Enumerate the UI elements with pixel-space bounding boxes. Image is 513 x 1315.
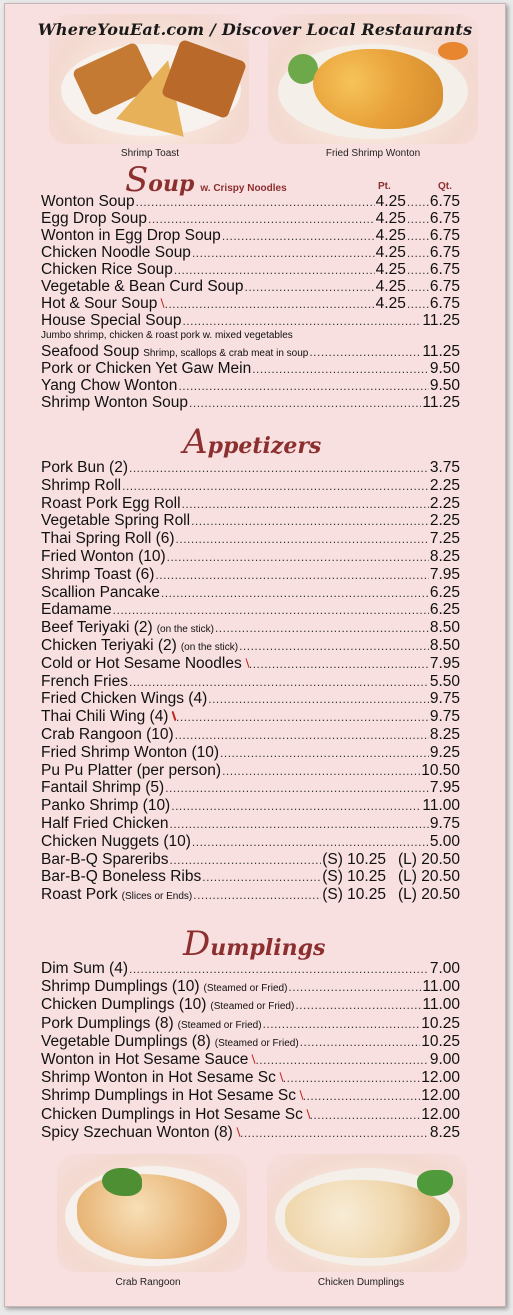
item-name: Beef Teriyaki (2)	[41, 619, 153, 637]
item-note: (on the stick)	[180, 641, 239, 653]
item-name: Hot & Sour Soup	[41, 295, 158, 312]
item-description: Jumbo shrimp, chicken & roast pork w. mixed vegetables	[41, 330, 293, 341]
soup-heading-initial: S	[125, 160, 149, 200]
item-name: Roast Pork	[41, 886, 118, 904]
item-price-small: (S) 10.25	[322, 868, 386, 886]
col-head-pt: Pt.	[378, 181, 391, 192]
menu-item	[41, 978, 460, 996]
menu-card	[4, 3, 506, 1307]
item-price: 8.25	[429, 725, 460, 743]
appetizers-heading	[183, 422, 321, 462]
item-name: Thai Spring Roll (6)	[41, 530, 175, 548]
item-price: 10.25	[421, 1014, 460, 1032]
item-price: 9.75	[429, 690, 460, 708]
item-price-pt: 4.25	[375, 244, 406, 261]
caption-fried-shrimp-wonton: Fried Shrimp Wonton	[325, 148, 421, 159]
menu-item	[41, 833, 460, 851]
dumplings-heading	[183, 924, 325, 964]
menu-item	[41, 779, 460, 797]
item-name: Chicken Rice Soup	[41, 261, 173, 278]
item-price: 2.25	[429, 512, 460, 530]
menu-item	[41, 886, 460, 904]
menu-item	[41, 815, 460, 833]
item-name: Shrimp Wonton in Hot Sesame Sc	[41, 1069, 276, 1087]
item-price: 12.00	[421, 1105, 460, 1123]
item-note: (Slices or Ends)	[121, 891, 193, 903]
item-price: 7.95	[429, 654, 460, 672]
item-price: 5.50	[429, 672, 460, 690]
item-price: 11.00	[422, 996, 460, 1014]
item-name: Shrimp Wonton Soup	[41, 394, 189, 411]
item-name: Panko Shrimp (10)	[41, 797, 171, 815]
item-price: 11.00	[422, 797, 460, 815]
item-note: (Steamed or Fried)	[210, 1001, 295, 1013]
item-price: 9.75	[429, 708, 460, 726]
item-price-pt: 4.25	[375, 295, 406, 312]
item-name: Chicken Nuggets (10)	[41, 832, 191, 850]
item-price: 12.00	[421, 1069, 460, 1087]
item-price: 5.00	[429, 832, 460, 850]
item-name: Dim Sum (4)	[41, 960, 128, 977]
item-name: Egg Drop Soup	[41, 210, 147, 227]
menu-item	[41, 495, 460, 513]
appetizers-heading-rest: ppetizers	[207, 433, 322, 459]
item-price-pt: 4.25	[375, 193, 406, 210]
item-price: 7.95	[429, 565, 460, 583]
menu-item	[41, 1106, 460, 1124]
item-price-large: (L) 20.50	[397, 886, 460, 904]
soup-subtitle: w. Crispy Noodles	[200, 183, 287, 194]
item-name: Wonton Soup	[41, 193, 135, 210]
menu-item	[41, 1015, 460, 1033]
menu-item	[41, 690, 460, 708]
item-price: 7.00	[429, 960, 460, 977]
crab-rangoon-photo	[57, 1154, 247, 1272]
item-name: Crab Rangoon (10)	[41, 725, 174, 743]
menu-item	[41, 655, 460, 673]
caption-chicken-dumplings: Chicken Dumplings	[317, 1277, 405, 1288]
item-name: Fantail Shrimp (5)	[41, 779, 165, 797]
item-price: 10.50	[421, 761, 460, 779]
menu-item	[41, 762, 460, 780]
item-name: Pork Bun (2)	[41, 459, 129, 476]
col-head-qt: Qt.	[438, 181, 452, 192]
item-price: 7.95	[429, 779, 460, 797]
menu-item	[41, 708, 460, 726]
menu-item	[41, 744, 460, 762]
menu-item	[41, 343, 460, 360]
menu-item	[41, 673, 460, 691]
item-price: 6.25	[429, 601, 460, 619]
item-price: 9.25	[429, 743, 460, 761]
item-price: 8.25	[429, 1123, 460, 1141]
item-name: Bar-B-Q Spareribs	[41, 850, 169, 868]
menu-item	[41, 996, 460, 1014]
item-name: Shrimp Dumplings in Hot Sesame Sc	[41, 1087, 296, 1105]
item-name: Vegetable Spring Roll	[41, 512, 191, 530]
item-price-small: (S) 10.25	[322, 850, 386, 868]
menu-item	[41, 210, 460, 227]
item-price: 9.75	[429, 814, 460, 832]
item-name: Vegetable & Bean Curd Soup	[41, 278, 244, 295]
appetizers-list	[41, 459, 460, 904]
item-price-qt: 6.75	[429, 278, 460, 295]
item-price: 3.75	[429, 459, 460, 476]
item-name: Spicy Szechuan Wonton (8)	[41, 1123, 233, 1141]
item-note: (Steamed or Fried)	[214, 1037, 299, 1049]
item-name: Chicken Teriyaki (2)	[41, 636, 177, 654]
item-price: 8.25	[429, 547, 460, 565]
item-name: Pork Dumplings (8)	[41, 1014, 174, 1032]
menu-item	[41, 244, 460, 261]
item-price: 9.50	[429, 377, 460, 394]
menu-item	[41, 193, 460, 210]
item-name: Wonton in Egg Drop Soup	[41, 227, 221, 244]
item-name: Thai Chili Wing (4)	[41, 708, 169, 726]
menu-item	[41, 477, 460, 495]
menu-item	[41, 868, 460, 886]
chicken-dumplings-photo	[267, 1154, 467, 1272]
item-price-qt: 6.75	[429, 210, 460, 227]
item-name: Pu Pu Platter (per person)	[41, 761, 222, 779]
item-price: 10.25	[421, 1032, 460, 1050]
menu-item	[41, 1033, 460, 1051]
menu-item	[41, 1069, 460, 1087]
item-price-large: (L) 20.50	[397, 850, 460, 868]
item-name: French Fries	[41, 672, 128, 690]
item-price-small: (S) 10.25	[322, 886, 386, 904]
dumplings-heading-initial: D	[183, 924, 211, 964]
item-name: Roast Pork Egg Roll	[41, 494, 181, 512]
item-price-pt: 4.25	[375, 210, 406, 227]
menu-item	[41, 312, 460, 329]
item-name: Chicken Dumplings in Hot Sesame Sc	[41, 1105, 303, 1123]
item-name: Fried Chicken Wings (4)	[41, 690, 208, 708]
item-price: 11.25	[422, 312, 460, 329]
item-price: 2.25	[429, 476, 460, 494]
item-price-qt: 6.75	[429, 227, 460, 244]
item-price: 9.50	[429, 360, 460, 377]
menu-item	[41, 512, 460, 530]
menu-item	[41, 601, 460, 619]
item-name: Fried Wonton (10)	[41, 547, 166, 565]
appetizers-heading-initial: A	[183, 422, 208, 462]
item-note: (Steamed or Fried)	[203, 983, 288, 995]
menu-item	[41, 726, 460, 744]
menu-item	[41, 377, 460, 394]
item-price: 11.25	[422, 394, 460, 411]
item-name: Chicken Dumplings (10)	[41, 996, 207, 1014]
item-name: Chicken Noodle Soup	[41, 244, 191, 261]
item-note: (on the stick)	[156, 624, 214, 636]
item-price: 11.25	[422, 343, 460, 360]
item-price-pt: 4.25	[375, 278, 406, 295]
item-name: Vegetable Dumplings (8)	[41, 1032, 211, 1050]
item-price-qt: 6.75	[429, 244, 460, 261]
item-price: 8.50	[429, 619, 460, 637]
soup-list	[41, 193, 460, 411]
item-price-pt: 4.25	[375, 227, 406, 244]
item-price-pt: 4.25	[375, 261, 406, 278]
item-price-qt: 6.75	[429, 295, 460, 312]
menu-item	[41, 637, 460, 655]
item-name: Shrimp Dumplings (10)	[41, 978, 200, 996]
item-price-qt: 6.75	[429, 193, 460, 210]
item-name: Scallion Pancake	[41, 583, 160, 601]
menu-item	[41, 530, 460, 548]
soup-heading-rest: oup	[148, 171, 195, 197]
item-name: Fried Shrimp Wonton (10)	[41, 743, 220, 761]
menu-item	[41, 227, 460, 244]
item-name: Wonton in Hot Sesame Sauce	[41, 1050, 249, 1068]
menu-item	[41, 566, 460, 584]
menu-item	[41, 261, 460, 278]
item-note: (Steamed or Fried)	[177, 1019, 262, 1031]
item-price: 8.50	[429, 636, 460, 654]
item-price: 6.25	[429, 583, 460, 601]
menu-item	[41, 960, 460, 978]
menu-item	[41, 1124, 460, 1142]
caption-crab-rangoon: Crab Rangoon	[115, 1277, 181, 1288]
menu-item	[41, 394, 460, 411]
menu-item	[41, 295, 460, 312]
item-price-large: (L) 20.50	[397, 868, 460, 886]
item-price: 2.25	[429, 494, 460, 512]
menu-item	[41, 459, 460, 477]
menu-item	[41, 360, 460, 377]
menu-item	[41, 851, 460, 869]
item-name: Shrimp Toast (6)	[41, 565, 155, 583]
dumplings-list	[41, 960, 460, 1142]
item-name: Bar-B-Q Boneless Ribs	[41, 868, 202, 886]
item-name: Seafood Soup	[41, 343, 140, 360]
caption-shrimp-toast: Shrimp Toast	[120, 148, 180, 159]
menu-item	[41, 1051, 460, 1069]
item-name: Half Fried Chicken	[41, 814, 169, 832]
item-name: Edamame	[41, 601, 112, 619]
item-price: 12.00	[421, 1087, 460, 1105]
item-name: Pork or Chicken Yet Gaw Mein	[41, 360, 252, 377]
menu-item	[41, 278, 460, 295]
item-name: Cold or Hot Sesame Noodles	[41, 654, 242, 672]
menu-item	[41, 584, 460, 602]
menu-item	[41, 797, 460, 815]
item-price: 9.00	[429, 1050, 460, 1068]
dumplings-heading-rest: umplings	[210, 935, 326, 961]
item-price-qt: 6.75	[429, 261, 460, 278]
item-name: Yang Chow Wonton	[41, 377, 178, 394]
site-title: WhereYouEat.com / Discover Local Restaurants	[37, 20, 473, 39]
menu-item	[41, 548, 460, 566]
item-name: Shrimp Roll	[41, 476, 122, 494]
menu-item	[41, 1087, 460, 1105]
menu-item	[41, 619, 460, 637]
item-note: Shrimp, scallops & crab meat in soup	[143, 348, 309, 359]
item-price: 11.00	[422, 978, 460, 996]
item-name: House Special Soup	[41, 312, 182, 329]
item-price: 7.25	[429, 530, 460, 548]
